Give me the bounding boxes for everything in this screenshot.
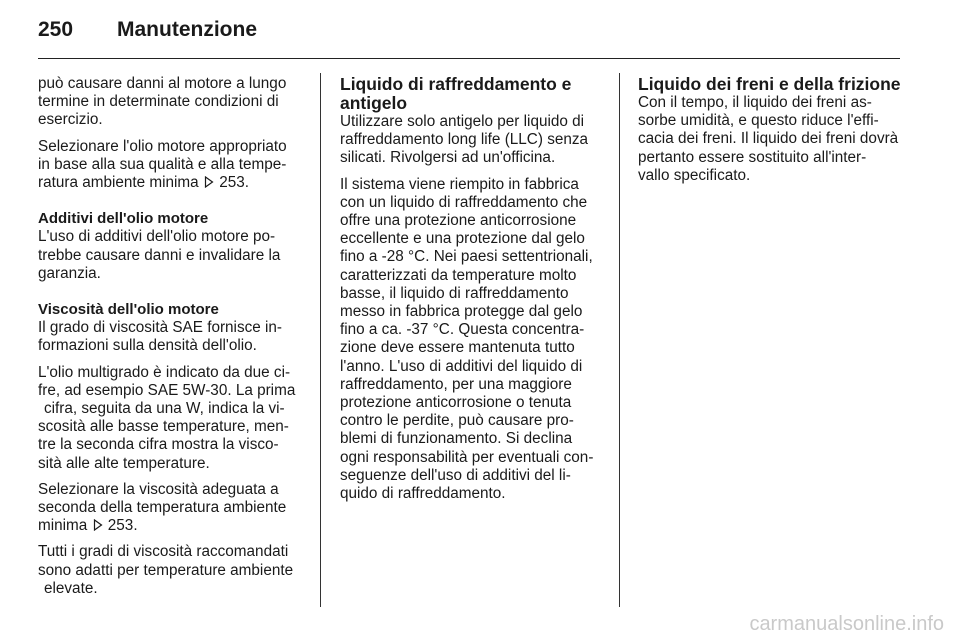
text-line: può causare danni al motore a lungo: [38, 75, 287, 92]
section-heading: Liquido dei freni e della frizione: [638, 74, 901, 94]
text-line: raffreddamento long life (LLC) senza: [340, 131, 589, 149]
text-line: caratterizzati da temperature molto: [340, 266, 577, 284]
text-line: scosità alle basse temperature, men-: [38, 418, 289, 436]
text-line: quido di raffreddamento.: [340, 485, 506, 503]
paragraph: [340, 113, 610, 168]
section-heading: Additivi dell'olio motore: [38, 210, 209, 228]
paragraph: [38, 481, 310, 536]
text-line: tre la seconda cifra mostra la visco-: [38, 436, 279, 454]
page-reference[interactable]: 253.: [107, 517, 138, 535]
text-line: termine in determinate condizioni di: [38, 93, 279, 111]
text-line: blemi di funzionamento. Si declina: [340, 430, 573, 448]
text-line: silicati. Rivolgersi ad un'officina.: [340, 149, 556, 167]
text-line: minima 253.: [38, 517, 138, 535]
column-3: [638, 75, 908, 193]
text-line: elevate.: [44, 579, 98, 597]
text-line: Il grado di viscosità SAE fornisce in-: [38, 319, 283, 337]
text-line: Con il tempo, il liquido dei freni as-: [638, 94, 872, 111]
text-line: fino a -28 °C. Nei paesi settentrionali,: [340, 248, 593, 266]
text-line: Il sistema viene riempito in fabbrica: [340, 175, 579, 193]
text-line: sono adatti per temperature ambiente: [38, 561, 294, 579]
paragraph: [38, 228, 310, 283]
text-line: formazioni sulla densità dell'olio.: [38, 337, 257, 355]
text-line: zione deve essere mantenuta tutto: [340, 339, 575, 357]
chapter-title: Manutenzione: [117, 18, 257, 41]
header-rule: [38, 58, 900, 59]
text-line: con un liquido di raffreddamento che: [340, 193, 588, 211]
column-divider: [320, 73, 321, 607]
page-reference-icon: [204, 176, 214, 188]
text-line: sorbe umidità, e questo riduce l'effi-: [638, 112, 879, 130]
text-line: fre, ad esempio SAE 5W-30. La prima: [38, 381, 296, 399]
page-reference-icon: [93, 519, 103, 531]
paragraph: [638, 94, 908, 185]
text-line: protezione anticorrosione o tenuta: [340, 394, 572, 412]
text-line: ogni responsabilità per eventuali con-: [340, 448, 594, 466]
paragraph: [38, 319, 310, 355]
text-line: l'anno. L'uso di additivi del liquido di: [340, 357, 583, 375]
text-line: fino a ca. -37 °C. Questa concentra-: [340, 321, 585, 339]
text-line: cifra, seguita da una W, indica la vi-: [44, 400, 285, 418]
text-line: cacia dei freni. Il liquido dei freni dovrà: [638, 130, 899, 148]
text-line: trebbe causare danni e invalidare la: [38, 246, 281, 264]
column-1: [38, 75, 310, 606]
text-line: Selezionare l'olio motore appropriato: [38, 137, 287, 155]
paragraph: [340, 176, 610, 504]
text-line: raffreddamento, per una maggiore: [340, 375, 572, 393]
text-line: L'uso di additivi dell'olio motore po-: [38, 228, 276, 246]
column-2: [340, 75, 610, 511]
text-line: garanzia.: [38, 264, 101, 282]
text-line: L'olio multigrado è indicato da due ci-: [38, 363, 291, 381]
watermark: carmanualsonline.info: [749, 613, 944, 635]
paragraph: [38, 75, 310, 130]
paragraph: [38, 543, 310, 598]
text-line: pertanto essere sostituito all'inter-: [638, 148, 867, 166]
text-line: contro le perdite, può causare pro-: [340, 412, 574, 430]
text-line: Tutti i gradi di viscosità raccomandati: [38, 543, 289, 561]
text-line: seconda della temperatura ambiente: [38, 499, 287, 517]
text-line: in base alla sua qualità e alla tempe-: [38, 155, 287, 173]
text-line: sità alle alte temperature.: [38, 454, 210, 472]
page-number: 250: [38, 18, 74, 41]
section-heading: Viscosità dell'olio motore: [38, 301, 219, 319]
paragraph: [38, 138, 310, 193]
text-line: esercizio.: [38, 111, 103, 129]
page-reference[interactable]: 253.: [219, 174, 249, 192]
text-line: Utilizzare solo antigelo per liquido di: [340, 113, 585, 130]
paragraph: [38, 364, 310, 473]
text-line: Selezionare la viscosità adeguata a: [38, 480, 279, 498]
section-heading: Liquido di raffreddamento e antigelo: [340, 74, 572, 113]
text-line: eccellente e una protezione dal gelo: [340, 230, 585, 248]
column-divider: [619, 73, 620, 607]
text-line: vallo specificato.: [638, 166, 751, 184]
text-line: seguenze dell'uso di additivi del li-: [340, 466, 571, 484]
text-line: ratura ambiente minima 253.: [38, 174, 249, 192]
text-line: messo in fabbrica protegge dal gelo: [340, 303, 583, 321]
text-line: basse, il liquido di raffreddamento: [340, 284, 569, 302]
text-line: offre una protezione anticorrosione: [340, 212, 577, 230]
